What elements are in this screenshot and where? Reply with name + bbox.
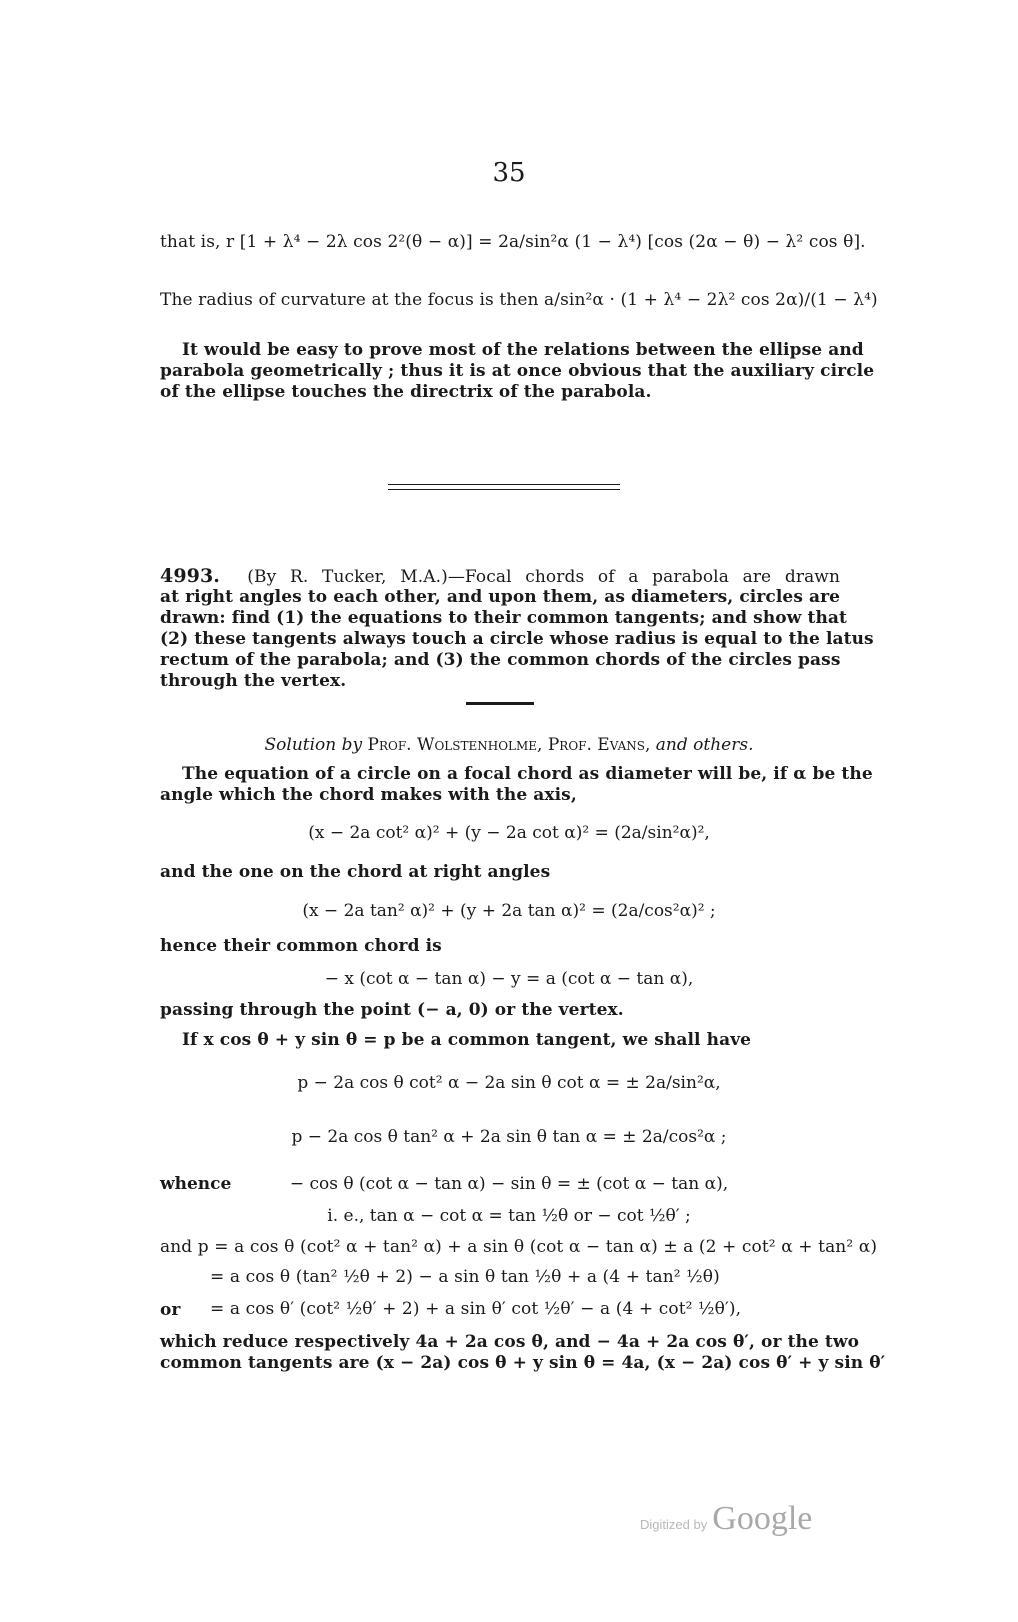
equation-tangent-1: p − 2a cos θ cot² α − 2a sin θ cot α = ± 2a/sin²α,: [297, 1073, 721, 1093]
digitized-text: Digitized by: [640, 1517, 708, 1532]
question-line: at right angles to each other, and upon them, as diameters, circles are: [160, 587, 841, 607]
solution-text: passing through the point (− a, 0) or the vertex.: [160, 1000, 624, 1020]
section-divider-top: [388, 484, 620, 485]
question-line: [160, 566, 840, 588]
equation-circle-1: (x − 2a cot² α)² + (y − 2a cot α)² = (2a/sin²α)²,: [308, 823, 710, 843]
question-line: through the vertex.: [160, 671, 347, 691]
digitized-watermark: [640, 1500, 812, 1538]
equation-p: and p = a cos θ (cot² α + tan² α) + a sin θ (cot α − tan α) ± a (2 + cot² α + tan² α): [160, 1237, 878, 1257]
solution-text: hence their common chord is: [160, 936, 442, 956]
question-text: (By R. Tucker, M.A.)—Focal chords of a parabola are drawn: [247, 567, 841, 587]
solution-heading-italic: and others.: [655, 735, 754, 755]
solution-text: The equation of a circle on a focal chord as diameter will be, if α be the: [182, 764, 873, 784]
solution-heading: [0, 734, 1018, 756]
paragraph-line: parabola geometrically ; thus it is at once obvious that the auxiliary circle: [160, 361, 875, 381]
section-divider-bottom: [388, 489, 620, 490]
solution-text: which reduce respectively 4a + 2a cos θ, and − 4a + 2a cos θ′, or the two: [160, 1332, 860, 1352]
solution-authors: Prof. Wolstenholme, Prof. Evans,: [367, 735, 651, 755]
question-line: (2) these tangents always touch a circle whose radius is equal to the latus: [160, 629, 874, 649]
equation-p-cont: = a cos θ (tan² ½θ + 2) − a sin θ tan ½θ + a (4 + tan² ½θ): [210, 1267, 720, 1287]
paragraph-line: of the ellipse touches the directrix of the parabola.: [160, 382, 652, 402]
solution-text: and the one on the chord at right angles: [160, 862, 551, 882]
page-number: 35: [492, 158, 526, 188]
whence-label: whence: [160, 1174, 232, 1194]
question-line: drawn: find (1) the equations to their common tangents; and show that: [160, 608, 847, 628]
equation-common-chord: − x (cot α − tan α) − y = a (cot α − tan α),: [324, 969, 694, 989]
solution-text: common tangents are (x − 2a) cos θ + y sin θ = 4a, (x − 2a) cos θ′ + y sin θ′: [160, 1353, 886, 1373]
solution-heading-italic: Solution by: [264, 735, 363, 755]
equation-radius-of-curvature: The radius of curvature at the focus is then a/sin²α · (1 + λ⁴ − 2λ² cos 2α)/(1 − λ⁴): [160, 290, 878, 310]
equation-whence: − cos θ (cot α − tan α) − sin θ = ± (cot α − tan α),: [289, 1174, 729, 1194]
equation-circle-2: (x − 2a tan² α)² + (y + 2a tan α)² = (2a/cos²α)² ;: [302, 901, 716, 921]
google-logo: Google: [712, 1500, 813, 1537]
equation-curve: that is, r [1 + λ⁴ − 2λ cos 2²(θ − α)] = 2a/sin²α (1 − λ⁴) [cos (2α − θ) − λ² cos θ].: [160, 232, 866, 252]
solution-text: If x cos θ + y sin θ = p be a common tangent, we shall have: [182, 1030, 752, 1050]
question-number: 4993.: [160, 565, 220, 587]
paragraph-line: It would be easy to prove most of the relations between the ellipse and: [182, 340, 864, 360]
equation-p-alt: = a cos θ′ (cot² ½θ′ + 2) + a sin θ′ cot ½θ′ − a (4 + cot² ½θ′),: [210, 1299, 742, 1319]
equation-tangent-2: p − 2a cos θ tan² α + 2a sin θ tan α = ± 2a/cos²α ;: [291, 1127, 727, 1147]
or-label: or: [160, 1300, 181, 1320]
solution-text: angle which the chord makes with the axis,: [160, 785, 577, 805]
equation-ie: i. e., tan α − cot α = tan ½θ or − cot ½θ′ ;: [327, 1206, 691, 1226]
question-line: rectum of the parabola; and (3) the common chords of the circles pass: [160, 650, 841, 670]
short-divider: [466, 702, 534, 705]
